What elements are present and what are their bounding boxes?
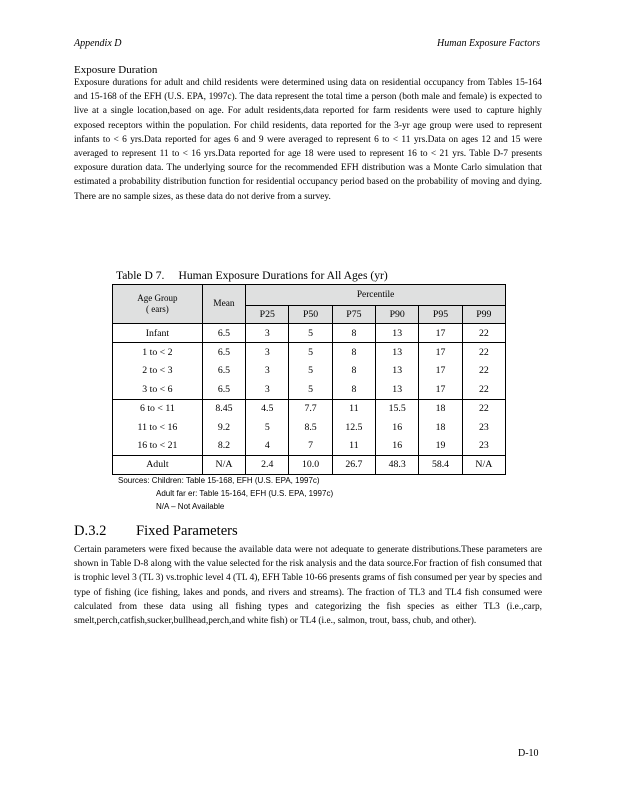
- percentile-cell: 17: [419, 324, 462, 343]
- age-group-cell: 1 to < 2: [113, 343, 203, 362]
- percentile-cell: 5: [246, 418, 289, 436]
- percentile-cell: 22: [462, 380, 505, 399]
- percentile-cell: 3: [246, 380, 289, 399]
- source-na-note: N/A – Not Available: [156, 502, 225, 511]
- table-row: [113, 399, 506, 418]
- percentile-cell: 13: [376, 343, 419, 362]
- table-row: [113, 380, 506, 399]
- mean-cell: 8.2: [202, 436, 245, 455]
- header-p99: P99: [462, 306, 505, 324]
- header-percentile: Percentile: [246, 285, 506, 306]
- percentile-cell: 3: [246, 362, 289, 380]
- header-appendix: Appendix D: [74, 38, 122, 49]
- percentile-cell: 8: [332, 324, 375, 343]
- header-p75: P75: [332, 306, 375, 324]
- percentile-cell: N/A: [462, 455, 505, 474]
- mean-cell: 8.45: [202, 399, 245, 418]
- header-p25: P25: [246, 306, 289, 324]
- percentile-cell: 13: [376, 380, 419, 399]
- percentile-cell: 18: [419, 399, 462, 418]
- source-adult: Adult far er: Table 15-164, EFH (U.S. EPA, 1997c): [156, 489, 334, 498]
- age-group-cell: 3 to < 6: [113, 380, 203, 399]
- percentile-cell: 8: [332, 362, 375, 380]
- percentile-cell: 7: [289, 436, 332, 455]
- percentile-cell: 8.5: [289, 418, 332, 436]
- table-sources: [118, 474, 333, 513]
- percentile-cell: 58.4: [419, 455, 462, 474]
- age-group-cell: 2 to < 3: [113, 362, 203, 380]
- percentile-cell: 17: [419, 343, 462, 362]
- header-mean: Mean: [202, 285, 245, 324]
- page-number: D-10: [518, 748, 539, 759]
- percentile-cell: 22: [462, 343, 505, 362]
- table-caption-title: Human Exposure Durations for All Ages (yr): [178, 269, 388, 282]
- section-title: Fixed Parameters: [136, 523, 238, 539]
- exposure-duration-table: [112, 284, 506, 475]
- fixed-parameters-heading: [74, 523, 238, 540]
- mean-cell: 6.5: [202, 343, 245, 362]
- exposure-duration-title: Exposure Duration: [74, 64, 158, 76]
- percentile-cell: 5: [289, 343, 332, 362]
- table-row: [113, 418, 506, 436]
- header-p90: P90: [376, 306, 419, 324]
- header-age-group: Age Group ( ears): [113, 285, 203, 324]
- percentile-cell: 10.0: [289, 455, 332, 474]
- percentile-cell: 12.5: [332, 418, 375, 436]
- mean-cell: 6.5: [202, 324, 245, 343]
- header-title: Human Exposure Factors: [437, 38, 540, 49]
- table-caption: [116, 269, 388, 282]
- fixed-parameters-paragraph: Certain parameters were fixed because the available data were not adequate to generate distributions.These parameters are shown in Table D-8 along with the value selected for the risk analysis and the data source.For fraction of fish consumed that is trophic level 3 (TL 3) vs.trophic level 4 (TL 4), EFH Table 10-66 presents grams of fish consumed per year by species and type of fishing (ice fishing, lakes and ponds, and rivers and streams). The fraction of TL3 and TL4 fish consumed were calculated from these data using all fishing types and categorizing the fish species as either TL3 (i.e.,carp, smelt,perch,catfish,sucker,bullhead,perch,and white fish) or TL4 (i.e., salmon, trout, bass, chub, and other).: [74, 545, 542, 627]
- mean-cell: 6.5: [202, 362, 245, 380]
- percentile-cell: 15.5: [376, 399, 419, 418]
- mean-cell: 6.5: [202, 380, 245, 399]
- percentile-cell: 19: [419, 436, 462, 455]
- percentile-cell: 23: [462, 436, 505, 455]
- percentile-cell: 16: [376, 436, 419, 455]
- mean-cell: N/A: [202, 455, 245, 474]
- percentile-cell: 3: [246, 343, 289, 362]
- age-group-cell: Infant: [113, 324, 203, 343]
- percentile-cell: 5: [289, 324, 332, 343]
- percentile-cell: 8: [332, 343, 375, 362]
- percentile-cell: 11: [332, 436, 375, 455]
- table-row: [113, 455, 506, 474]
- percentile-cell: 13: [376, 324, 419, 343]
- percentile-cell: 22: [462, 324, 505, 343]
- age-group-cell: 11 to < 16: [113, 418, 203, 436]
- table-row: [113, 436, 506, 455]
- percentile-cell: 2.4: [246, 455, 289, 474]
- table-body: [113, 324, 506, 475]
- percentile-cell: 8: [332, 380, 375, 399]
- percentile-cell: 13: [376, 362, 419, 380]
- mean-cell: 9.2: [202, 418, 245, 436]
- percentile-cell: 7.7: [289, 399, 332, 418]
- percentile-cell: 5: [289, 362, 332, 380]
- age-group-cell: 6 to < 11: [113, 399, 203, 418]
- exposure-duration-paragraph: Exposure durations for adult and child residents were determined using data on residential occupancy from Tables 15-164 and 15-168 of the EFH (U.S. EPA, 1997c). The data represent the total time a person (both male and female) is expected to live at a single location,based on age. For adult residents,data reported for farm residents were used to capture highly exposed receptors within the population. For child residents, data reported for the 3-yr age group were used to represent infants to < 6 yrs.Data reported for ages 6 and 9 were averaged to represent 6 to < 11 yrs.Data on ages 12 and 15 were averaged to represent 11 to < 16 yrs.Data reported for age 18 were used to represent 16 to < 21 yrs. Table D-7 presents exposure duration data. The underlying source for the recommended EFH distribution was a Monte Carlo simulation that estimated a probability distribution function for residential occupancy period based on the probability of moving and dying. There are no sample sizes, as these data do not derive from a survey.: [74, 78, 542, 202]
- percentile-cell: 11: [332, 399, 375, 418]
- percentile-cell: 16: [376, 418, 419, 436]
- table-row: [113, 362, 506, 380]
- percentile-cell: 5: [289, 380, 332, 399]
- percentile-cell: 18: [419, 418, 462, 436]
- source-children: Sources: Children: Table 15-168, EFH (U.S. EPA, 1997c): [118, 476, 320, 485]
- percentile-cell: 22: [462, 399, 505, 418]
- percentile-cell: 3: [246, 324, 289, 343]
- percentile-cell: 26.7: [332, 455, 375, 474]
- table-caption-number: Table D 7.: [116, 269, 165, 282]
- percentile-cell: 17: [419, 380, 462, 399]
- header-p95: P95: [419, 306, 462, 324]
- percentile-cell: 4: [246, 436, 289, 455]
- percentile-cell: 4.5: [246, 399, 289, 418]
- age-group-cell: 16 to < 21: [113, 436, 203, 455]
- header-p50: P50: [289, 306, 332, 324]
- percentile-cell: 48.3: [376, 455, 419, 474]
- percentile-cell: 23: [462, 418, 505, 436]
- percentile-cell: 22: [462, 362, 505, 380]
- percentile-cell: 17: [419, 362, 462, 380]
- age-group-cell: Adult: [113, 455, 203, 474]
- section-number: D.3.2: [74, 523, 107, 539]
- table-row: [113, 343, 506, 362]
- table-row: [113, 324, 506, 343]
